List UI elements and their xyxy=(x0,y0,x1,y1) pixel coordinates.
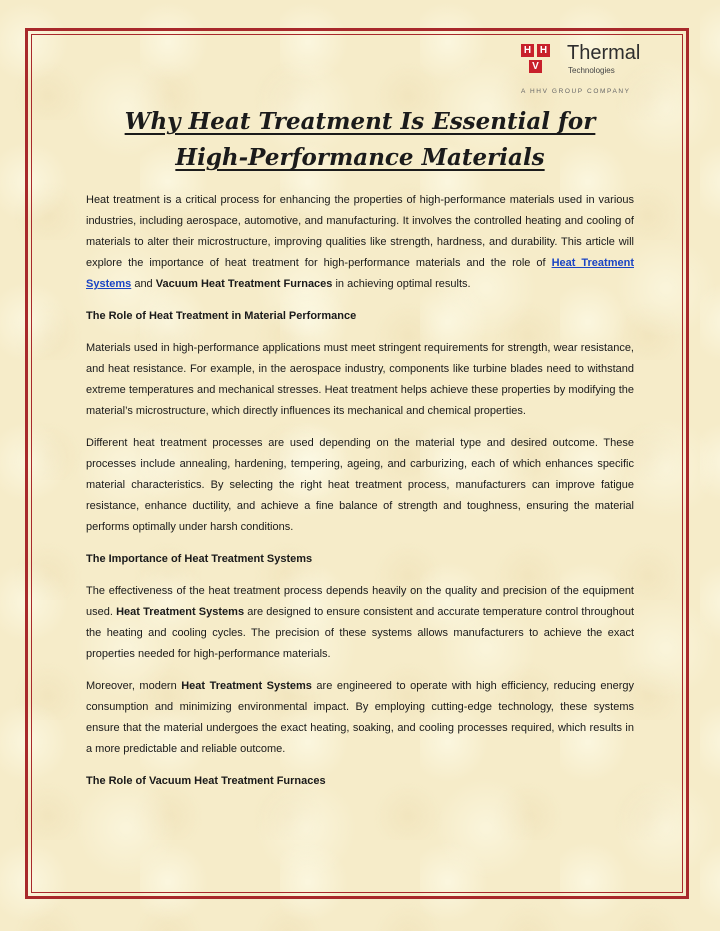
section2-p1-text: The effectiveness of the heat treatment process depends heavily on the quality and precision of the equipment used. xyxy=(86,585,634,618)
intro-connector: and xyxy=(131,278,156,290)
logo-letter-v: V xyxy=(529,60,542,73)
section2-p2-ending: are engineered to operate with high efficiency, reducing energy consumption and minimizing environmental impact. By employing cutting-edge technology, these systems ensure that the material undergoes the exact heating, soaking, and cooling processes required, which results in a more predictable and reliable outcome. xyxy=(86,680,635,755)
heat-treatment-systems-link[interactable]: Heat Treatment Systems xyxy=(86,257,634,290)
section-heading-importance: The Importance of Heat Treatment Systems xyxy=(86,553,313,565)
title-line-2: High-Performance Materials xyxy=(175,144,545,171)
logo-mark xyxy=(521,44,563,86)
logo-subtitle: Technologies xyxy=(568,66,615,75)
logo-letter-h2: H xyxy=(537,44,550,57)
section2-p2-text: Moreover, modern xyxy=(86,680,182,692)
section2-p1-bold: Heat Treatment Systems xyxy=(116,606,245,618)
section1-paragraph-1: Materials used in high-performance applications must meet stringent requirements for strength, wear resistance, and heat resistance. For example, in the aerospace industry, components like turbine blades need to withstand extreme temperatures and mechanical stresses. Heat treatment helps achieve these properties by modifying the material’s microstructure, which directly influences its mechanical and chemical properties. xyxy=(86,342,634,417)
section-heading-vacuum: The Role of Vacuum Heat Treatment Furnaces xyxy=(86,775,326,787)
section-heading-role: The Role of Heat Treatment in Material Performance xyxy=(86,310,357,322)
intro-paragraph xyxy=(86,190,634,295)
logo-wordmark: Thermal xyxy=(567,42,641,64)
intro-text: Heat treatment is a critical process for enhancing the properties of high-performance materials used in various industries, including aerospace, automotive, and manufacturing. It involves the controlled heating and cooling of materials to alter their microstructure, improving qualities like strength, hardness, and durability. This article will explore the importance of heat treatment for high-performance materials and the role of xyxy=(86,194,634,269)
page-title xyxy=(86,104,634,176)
logo-letter-h1: H xyxy=(521,44,534,57)
intro-bold-term: Vacuum Heat Treatment Furnaces xyxy=(155,278,333,290)
section2-paragraph-2 xyxy=(86,676,634,760)
section2-p1-ending: are designed to ensure consistent and accurate temperature control throughout the heating and cooling cycles. The precision of these systems allows manufacturers to achieve the exact properties needed for high-performance materials. xyxy=(86,606,634,660)
section1-paragraph-2: Different heat treatment processes are used depending on the material type and desired outcome. These processes include annealing, hardening, tempering, ageing, and carburizing, each of which enhances specific material characteristics. By selecting the right heat treatment process, manufacturers can improve fatigue resistance, enhance ductility, and achieve a fine balance of strength and toughness, ensuring the material performs optimally under harsh conditions. xyxy=(86,437,634,533)
article-body xyxy=(86,190,634,803)
section2-p2-bold: Heat Treatment Systems xyxy=(181,680,312,692)
logo-tagline: A HHV GROUP COMPANY xyxy=(521,88,631,95)
company-logo xyxy=(521,42,641,98)
intro-ending: in achieving optimal results. xyxy=(332,278,471,290)
title-line-1: Why Heat Treatment Is Essential for xyxy=(124,108,596,135)
section2-paragraph-1 xyxy=(86,581,634,665)
